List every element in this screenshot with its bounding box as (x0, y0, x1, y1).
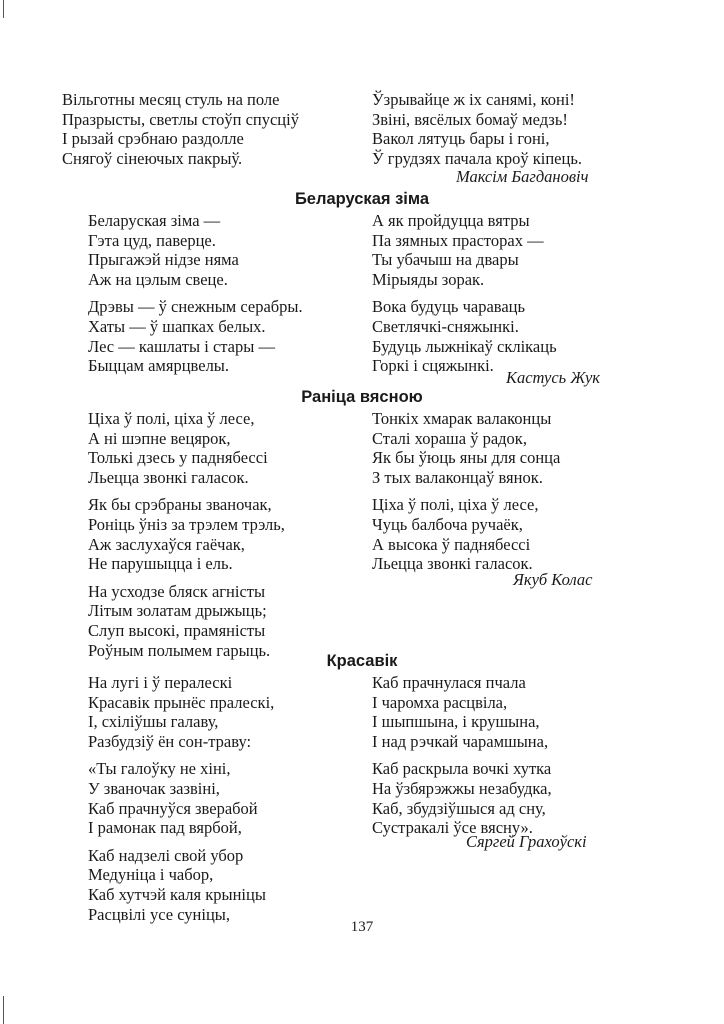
verse-line: Каб раскрыла вочкі хутка (372, 759, 552, 779)
verse-line: Ты убачыш на двары (372, 250, 519, 270)
stanza (372, 759, 672, 837)
stanza (88, 297, 388, 375)
verse-line: І чаромха расцвіла, (372, 692, 508, 712)
stanza (62, 90, 362, 168)
verse-line: І, схіліўшы галаву, (88, 712, 219, 732)
verse-line: На ўзбярэжжы незабудка, (372, 778, 552, 798)
crop-mark-top-left (3, 0, 4, 18)
verse-line: Светлячкі-сняжынкі. (372, 316, 519, 336)
verse-line: І над рэчкай чарамшына, (372, 731, 549, 751)
verse-line: Быццам амярцвелы. (88, 356, 230, 376)
verse-line: «Ты галоўку не хіні, (88, 759, 231, 779)
verse-line: Каб хутчэй каля крыніцы (88, 884, 266, 904)
verse-line: Вакол лятуць бары і гоні, (372, 129, 550, 149)
verse-line: Слуп высокі, прамяністы (88, 620, 266, 640)
verse-line: Сустракалі ўсе вясну». (372, 818, 533, 838)
verse-line: Вока будуць чараваць (372, 297, 526, 317)
verse-line: Літым золатам дрыжыць; (88, 601, 267, 621)
poem2-author: Кастусь Жук (506, 368, 600, 387)
poem1-left-column (62, 90, 362, 168)
stanza (372, 297, 672, 375)
stanza (372, 409, 672, 487)
stanza (372, 211, 672, 289)
verse-line: Як бы ўюць яны для сонца (372, 448, 561, 468)
stanza (88, 409, 388, 487)
verse-line: Роніць ўніз за трэлем трэль, (88, 514, 285, 534)
stanza (88, 673, 388, 751)
poem3-left-column (88, 409, 388, 660)
verse-line: І шыпшына, і крушына, (372, 712, 540, 732)
poem4-right-column (372, 673, 672, 838)
verse-line: Празрысты, светлы стоўп спусціў (62, 109, 299, 129)
verse-line: Каб прачнуўся зверабой (88, 798, 258, 818)
verse-line: Чуць балбоча ручаёк, (372, 514, 523, 534)
verse-line: Тонкіх хмарак валаконцы (372, 409, 552, 428)
verse-line: Каб прачнулася пчала (372, 673, 526, 692)
verse-line: На усходзе бляск агністы (88, 581, 266, 601)
verse-line: Прыгажэй нідзе няма (88, 250, 239, 270)
verse-line: Расцвілі усе суніцы, (88, 904, 231, 924)
verse-line: І рызай срэбнаю раздолле (62, 129, 244, 149)
verse-line: Беларуская зіма — (88, 211, 221, 230)
verse-line: Гэта цуд, паверце. (88, 230, 216, 250)
verse-line: А ні шэпне вецярок, (88, 428, 231, 448)
verse-line: Снягоў сінеючых пакрыў. (62, 148, 243, 168)
poem2-left-column (88, 211, 388, 376)
verse-line: Льецца звонкі галасок. (372, 554, 533, 574)
verse-line: Як бы срэбраны званочак, (88, 495, 272, 515)
poem4-author: Сяргей Грахоўскі (466, 832, 587, 851)
stanza (372, 673, 672, 751)
verse-line: Хаты — ў шапках белых. (88, 316, 266, 336)
verse-line: І рамонак пад вярбой, (88, 818, 242, 838)
poem2-right-column (372, 211, 672, 376)
verse-line: У званочак зазвіні, (88, 778, 220, 798)
verse-line: Дрэвы — ў снежным серабры. (88, 297, 303, 317)
verse-line: Горкі і сцяжынкі. (372, 356, 494, 376)
verse-line: Мірыяды зорак. (372, 269, 485, 289)
stanza (88, 582, 388, 660)
stanza (88, 495, 388, 573)
poem3-author: Якуб Колас (513, 570, 593, 589)
verse-line: Ў грудзях пачала кроў кіпець. (372, 148, 582, 168)
verse-line: Каб, збудзіўшыся ад сну, (372, 798, 546, 818)
verse-line: Роўным полымем гарыць. (88, 640, 271, 660)
verse-line: А высока ў паднябессі (372, 534, 531, 554)
verse-line: Аж на цэлым свеце. (88, 269, 228, 289)
stanza (88, 846, 388, 924)
verse-line: Толькі дзесь у паднябессі (88, 448, 268, 468)
verse-line: На лугі і ў пералескі (88, 673, 233, 692)
verse-line: Сталі хораша ў радок, (372, 428, 527, 448)
verse-line: З тых валаконцаў вянок. (372, 467, 543, 487)
poem3-title: Раніца вясною (301, 388, 423, 406)
stanza (372, 495, 672, 573)
verse-line: Медуніца і чабор, (88, 865, 214, 885)
stanza (88, 759, 388, 837)
poem1-right-column (372, 90, 672, 168)
verse-line: А як пройдуцца вятры (372, 211, 530, 230)
poem4-left-column (88, 673, 388, 924)
verse-line: Ціха ў полі, ціха ў лесе, (372, 495, 539, 515)
verse-line: Будуць лыжнікаў склікаць (372, 336, 557, 356)
poem1-author: Максім Багдановіч (456, 167, 589, 186)
verse-line: Ўзрывайце ж іх санямі, коні! (372, 90, 575, 109)
verse-line: Па зямных прасторах — (372, 230, 544, 250)
verse-line: Звіні, вясёлых бомаў медзь! (372, 109, 568, 129)
crop-mark-bottom-left (3, 996, 4, 1024)
page-number: 137 (350, 919, 374, 935)
verse-line: Льецца звонкі галасок. (88, 467, 249, 487)
verse-line: Красавік прынёс пралескі, (88, 692, 275, 712)
verse-line: Аж заслухаўся гаёчак, (88, 534, 245, 554)
stanza (372, 90, 672, 168)
verse-line: Ціха ў полі, ціха ў лесе, (88, 409, 255, 428)
verse-line: Не парушыцца і ель. (88, 554, 233, 574)
verse-line: Лес — кашлаты і стары — (88, 336, 275, 356)
verse-line: Вільготны месяц стуль на поле (62, 90, 280, 109)
poem2-title: Беларуская зіма (294, 190, 430, 208)
poem3-right-column (372, 409, 672, 574)
stanza (88, 211, 388, 289)
poem4-title: Красавік (326, 652, 398, 670)
verse-line: Разбудзіў ён сон-траву: (88, 731, 252, 751)
verse-line: Каб надзелі свой убор (88, 845, 244, 865)
